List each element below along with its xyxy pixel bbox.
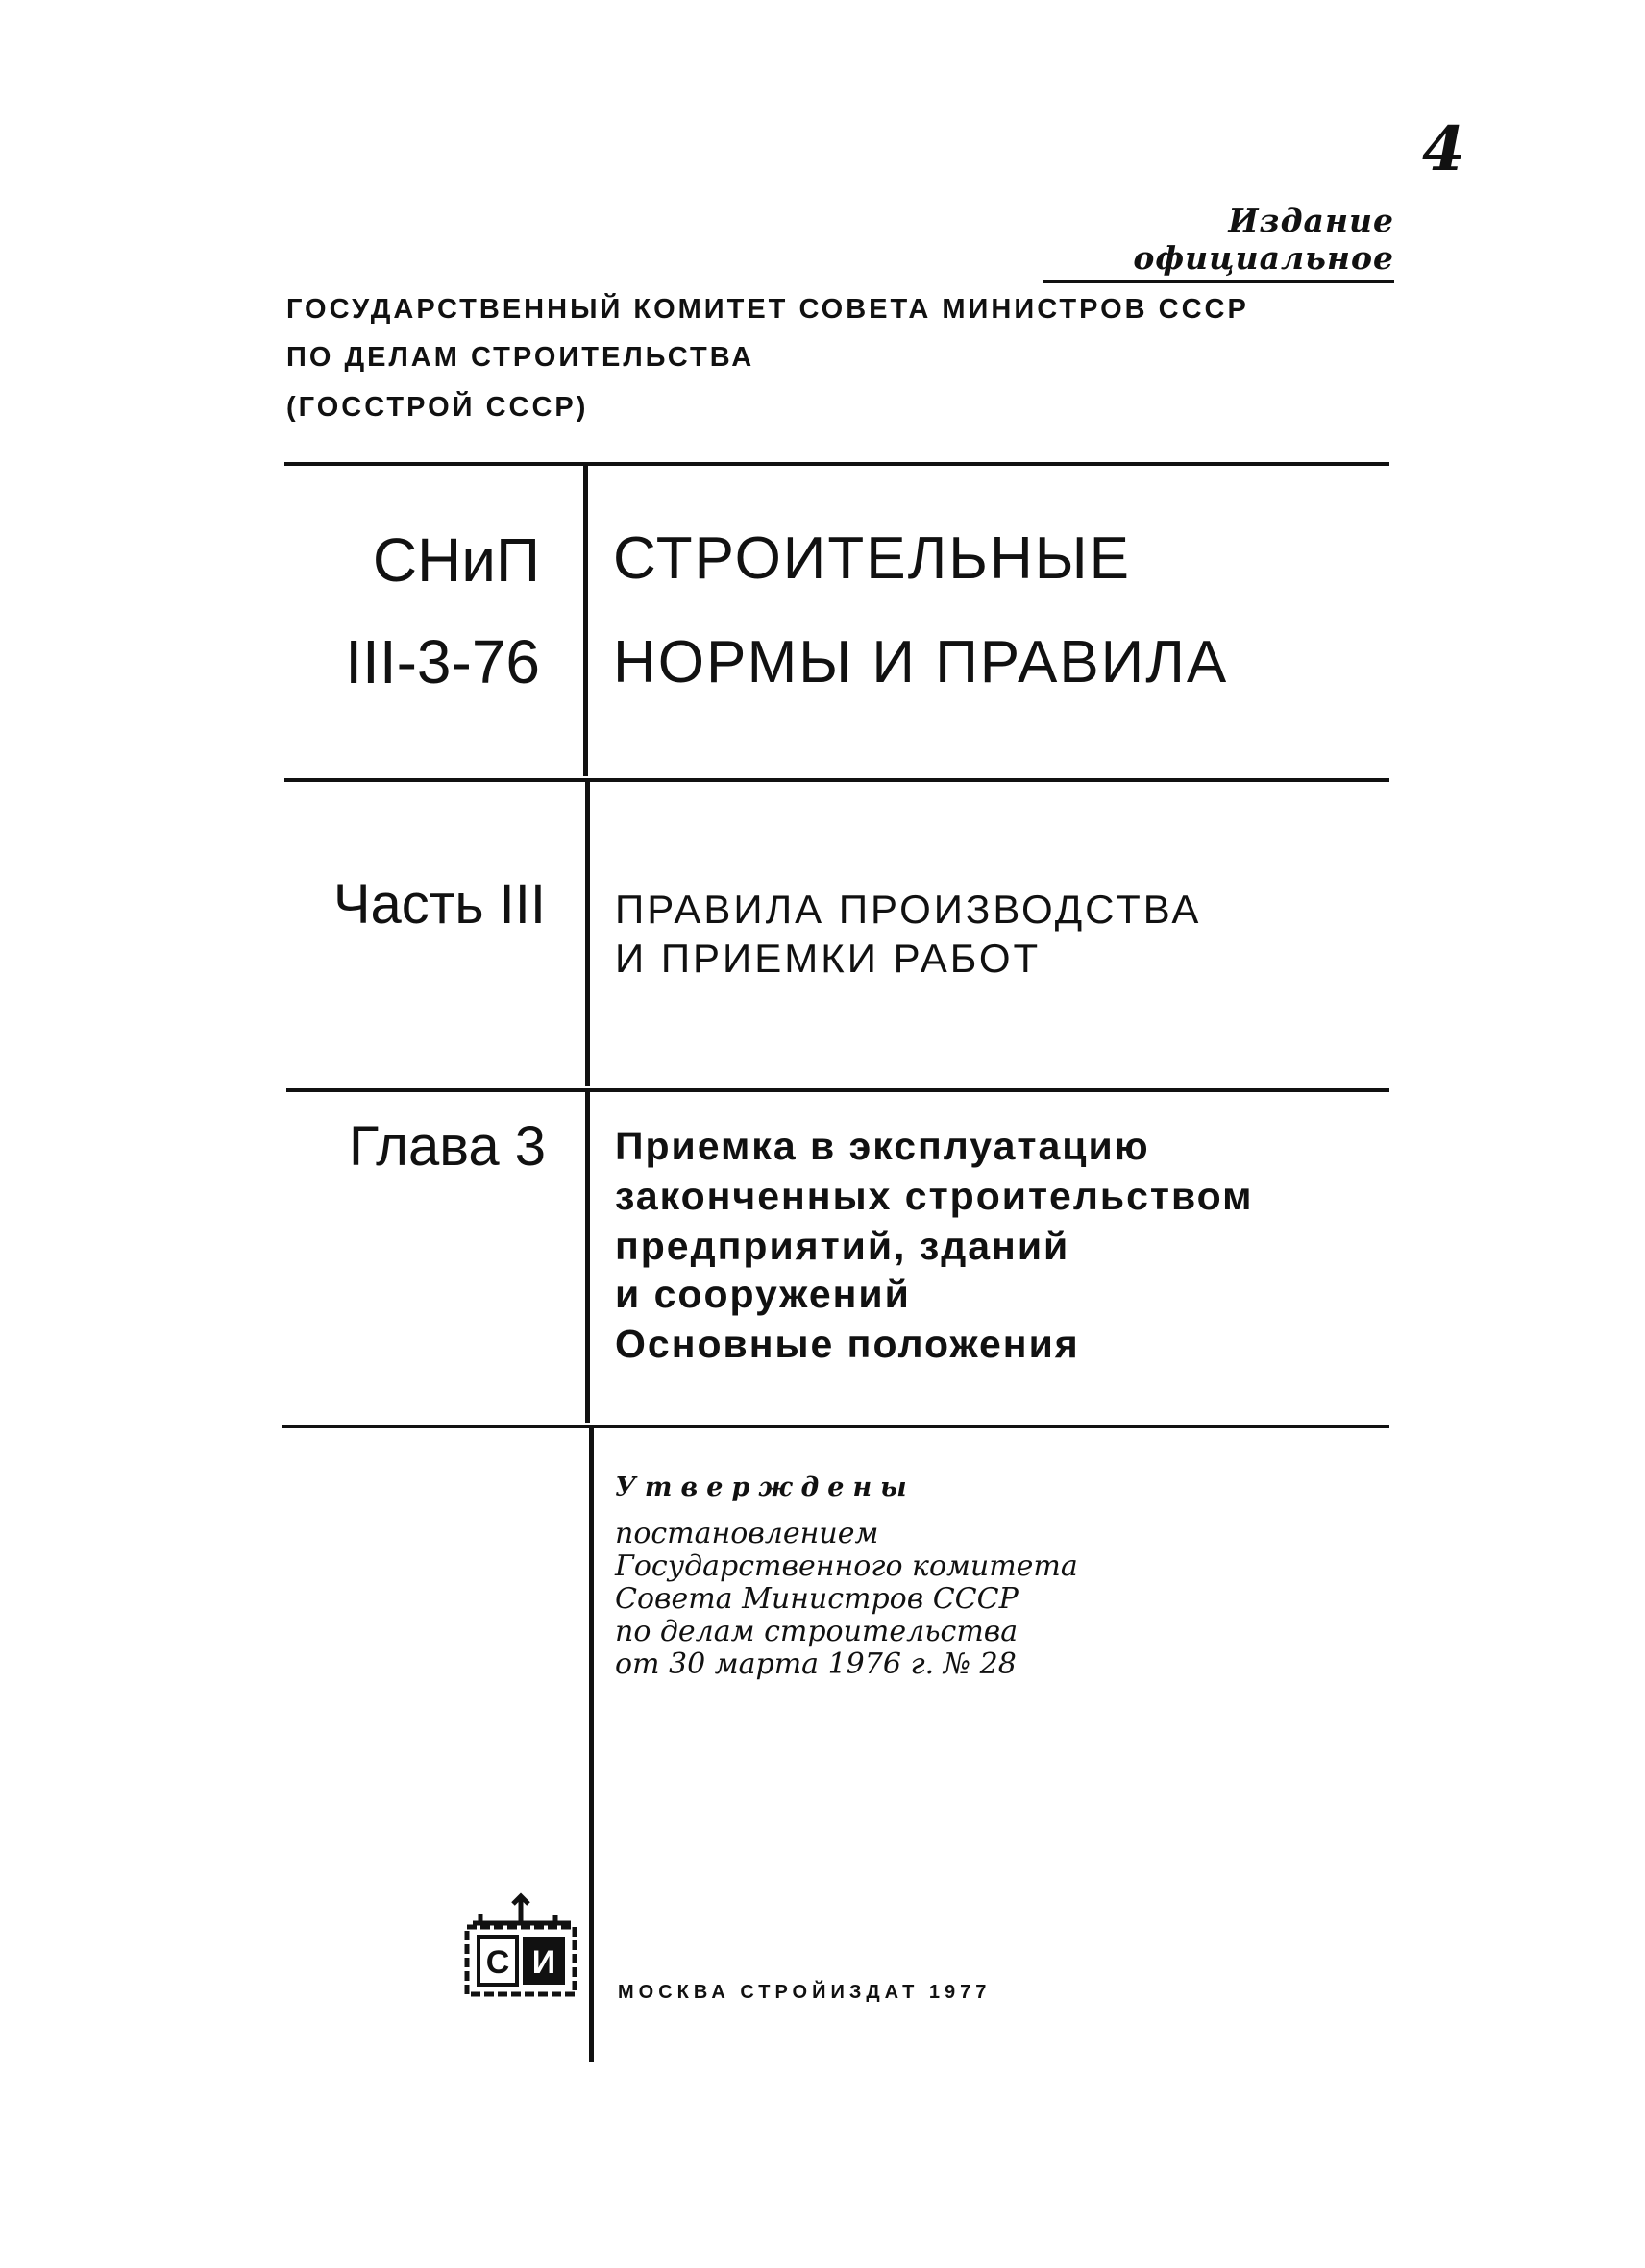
chapter-title-line-3: предприятий, зданий <box>615 1224 1070 1268</box>
document-title-line-1: СТРОИТЕЛЬНЫЕ <box>613 525 1131 592</box>
chapter-title-line-2: законченных строительством <box>615 1174 1254 1218</box>
approval-line-4: по делам строительства <box>615 1615 1019 1648</box>
divider-1 <box>583 466 588 776</box>
divider-2 <box>585 782 590 1086</box>
rule-4 <box>282 1425 1389 1428</box>
organization-line-1: ГОСУДАРСТВЕННЫЙ КОМИТЕТ СОВЕТА МИНИСТРОВ СССР <box>286 294 1249 325</box>
part-title-line-2: И ПРИЕМКИ РАБОТ <box>615 936 1042 981</box>
document-code: СНиП <box>372 525 540 595</box>
chapter-title-line-1: Приемка в эксплуатацию <box>615 1124 1150 1168</box>
edition-label: Издание официальное <box>1043 202 1394 283</box>
organization-line-3: (ГОССТРОЙ СССР) <box>286 392 589 423</box>
logo-letter-right: И <box>531 1944 556 1981</box>
divider-4 <box>589 1428 594 2062</box>
rule-2 <box>284 778 1389 782</box>
logo-letter-left: С <box>485 1944 510 1981</box>
rule-3 <box>286 1088 1389 1092</box>
part-label: Часть III <box>332 873 546 936</box>
chapter-title-line-5: Основные положения <box>615 1322 1080 1366</box>
approval-heading: Утверждены <box>615 1473 916 1502</box>
page-number: 4 <box>1422 113 1465 185</box>
publisher-logo <box>459 1890 582 2004</box>
chapter-title-line-4: и сооружений <box>615 1272 911 1316</box>
approval-line-2: Государственного комитета <box>615 1549 1078 1583</box>
approval-line-3: Совета Министров СССР <box>615 1582 1019 1616</box>
rule-top <box>284 462 1389 466</box>
publisher-imprint: МОСКВА СТРОЙИЗДАТ 1977 <box>618 1982 992 2003</box>
part-title-line-1: ПРАВИЛА ПРОИЗВОДСТВА <box>615 887 1202 932</box>
approval-line-5: от 30 марта 1976 г. № 28 <box>615 1647 1017 1681</box>
chapter-label: Глава 3 <box>348 1115 546 1178</box>
organization-line-2: ПО ДЕЛАМ СТРОИТЕЛЬСТВА <box>286 342 755 373</box>
document-title-line-2: НОРМЫ И ПРАВИЛА <box>613 629 1229 695</box>
document-number: III-3-76 <box>345 627 540 696</box>
approval-line-1: постановлением <box>615 1517 879 1550</box>
divider-3 <box>585 1092 590 1423</box>
